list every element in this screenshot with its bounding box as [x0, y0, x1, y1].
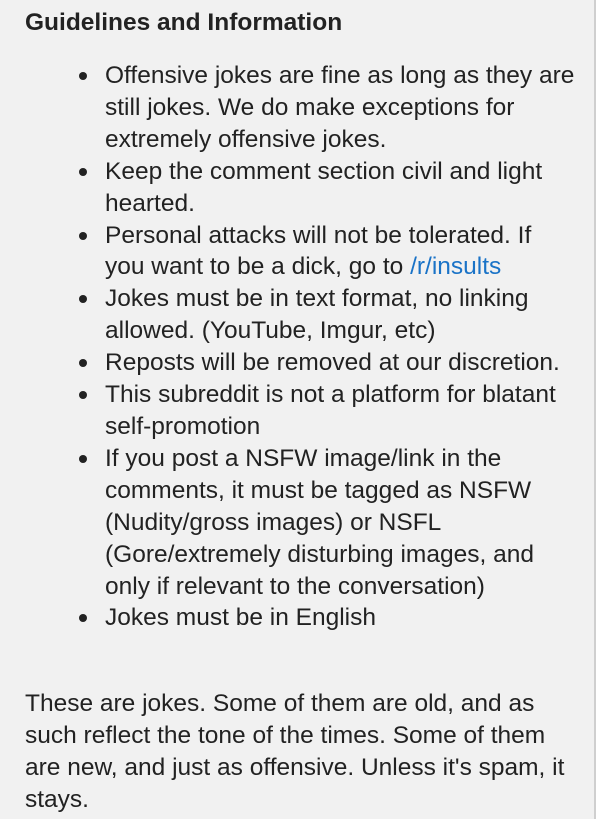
rule-text: Offensive jokes are fine as long as they are still jokes. We do make exceptions for extremely offensive jokes. — [105, 62, 575, 153]
bullet-icon — [79, 168, 87, 176]
rule-item-civil — [105, 156, 575, 220]
rule-text: Jokes must be in English — [105, 604, 376, 632]
rule-item-reposts — [105, 347, 575, 379]
rule-text: Jokes must be in text format, no linking allowed. (YouTube, Imgur, etc) — [105, 285, 529, 345]
rule-text: If you post a NSFW image/link in the comments, it must be tagged as NSFW (Nudity/gross images) or NSFL (Gore/extremely disturbing images, and only if relevant to the conversation) — [105, 444, 534, 600]
bullet-icon — [79, 359, 87, 367]
insults-subreddit-link[interactable]: /r/insults — [410, 253, 502, 281]
rule-item-offensive-jokes — [105, 60, 575, 156]
bullet-icon — [79, 295, 87, 303]
rule-text: Personal attacks will not be tolerated. If you want to be a dick, go to — [105, 221, 532, 281]
bullet-icon — [79, 391, 87, 399]
bullet-icon — [79, 455, 87, 463]
rules-list — [105, 60, 575, 634]
rule-item-nsfw — [105, 443, 575, 603]
rule-item-self-promotion — [105, 379, 575, 443]
rule-item-english — [105, 602, 575, 634]
sidebar-footer-text: These are jokes. Some of them are old, and as such reflect the tone of the times. Some of them are new, and just as offensive. Unless it's spam, it stays. — [25, 690, 565, 813]
rule-item-text-format — [105, 283, 575, 347]
bullet-icon — [79, 72, 87, 80]
rule-text: Keep the comment section civil and light hearted. — [105, 157, 543, 217]
guidelines-heading: Guidelines and Information — [25, 9, 343, 36]
rule-item-personal-attacks — [105, 220, 575, 284]
rule-text: This subreddit is not a platform for blatant self-promotion — [105, 381, 556, 440]
bullet-icon — [79, 232, 87, 240]
rule-text: Reposts will be removed at our discretion. — [105, 349, 560, 377]
bullet-icon — [79, 614, 87, 622]
